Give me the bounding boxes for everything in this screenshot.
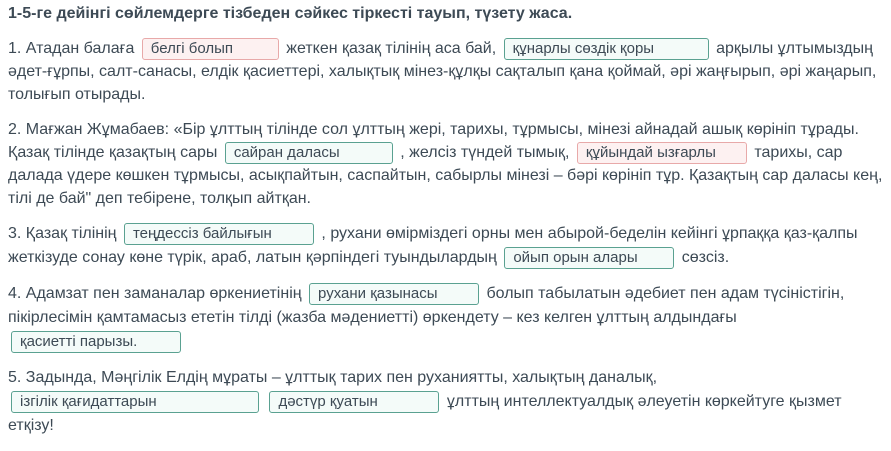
- answer-gap-correct[interactable]: құнарлы сөздік қоры: [504, 38, 709, 60]
- answer-gap-correct[interactable]: теңдессіз байлығын: [124, 223, 314, 245]
- sentence-text: , желсіз түндей тымық,: [400, 144, 570, 161]
- answer-gap-correct[interactable]: ойып орын алары: [504, 247, 674, 269]
- sentence-1: [8, 37, 883, 106]
- sentence-text: 5. Задында, Мәңгілік Елдің мұраты – ұлттық тарих пен руханиятты, халықтың даналық,: [8, 369, 658, 386]
- sentence-text: , рухани өмірміздегі орны мен абырой-беделін кейінгі ұрпаққа қаз-қалпы жеткізуде сонау көне түрік, араб, латын қәрпіндегі туындылардың: [8, 225, 858, 266]
- instruction-title: 1-5-ге дейінгі сөйлемдерге тізбеден сәйкес тіркесті тауып, түзету жаса.: [8, 5, 573, 22]
- sentence-text: 2. Мағжан Жұмабаев: «Бір ұлттың тілінде сол ұлттың жері, тарихы, тұрмысы, мінезі айнадай ашық көрініп тұрады. Қазақ тілінде қазақтың сары: [8, 121, 859, 161]
- answer-gap-correct[interactable]: сайран даласы: [225, 142, 393, 164]
- sentence-text: болып табылатын әдебиет пен адам түсіністігін, пікірлесімін қамтамасыз ететін тілді (жазба мәдениетті) өркендету – кез келген ұлттың алдындағы: [8, 285, 845, 326]
- sentence-text: тарихы, сар далада үдере көшкен тұрмысы, асықпайтын, саспайтын, сабырлы мінезі – бәрі көрініп тұр. Қазақтың сар даласы кең, тілі де бай" деп тебірене, толқып айтқан.: [8, 144, 883, 207]
- sentence-text: 3. Қазақ тілінің: [8, 225, 117, 242]
- sentence-4: [8, 282, 883, 354]
- sentence-text: жеткен қазақ тілінің аса бай,: [286, 40, 497, 57]
- answer-gap-wrong[interactable]: құйындай ызғарлы: [577, 142, 747, 164]
- answer-gap-correct[interactable]: дәстүр қуатын: [269, 391, 439, 413]
- answer-gap-wrong[interactable]: белгі болып: [142, 38, 279, 60]
- sentence-text: арқылы ұлтымыздың әдет-ғұрпы, салт-санасы, елдік қасиеттері, халықтық мінез-құлқы сақталып қана қоймай, әрі жаңғырып, әрі жаңарып, толығып отырады.: [8, 40, 877, 103]
- sentence-text: ұлттың интеллектуалдық әлеуетін көркейтуге қызмет етқізу!: [8, 393, 842, 434]
- sentence-text: 1. Атадан балаға: [8, 40, 135, 57]
- sentence-5: [8, 366, 883, 438]
- sentence-3: [8, 222, 883, 270]
- answer-gap-correct[interactable]: қасиетті парызы.: [11, 331, 181, 353]
- sentence-text: 4. Адамзат пен заманалар өркениетінің: [8, 285, 302, 302]
- sentence-2: [8, 118, 883, 210]
- answer-gap-correct[interactable]: ізгілік қағидаттарын: [11, 391, 259, 413]
- answer-gap-correct[interactable]: рухани қазынасы: [309, 283, 479, 305]
- sentence-text: сөзсіз.: [681, 249, 730, 266]
